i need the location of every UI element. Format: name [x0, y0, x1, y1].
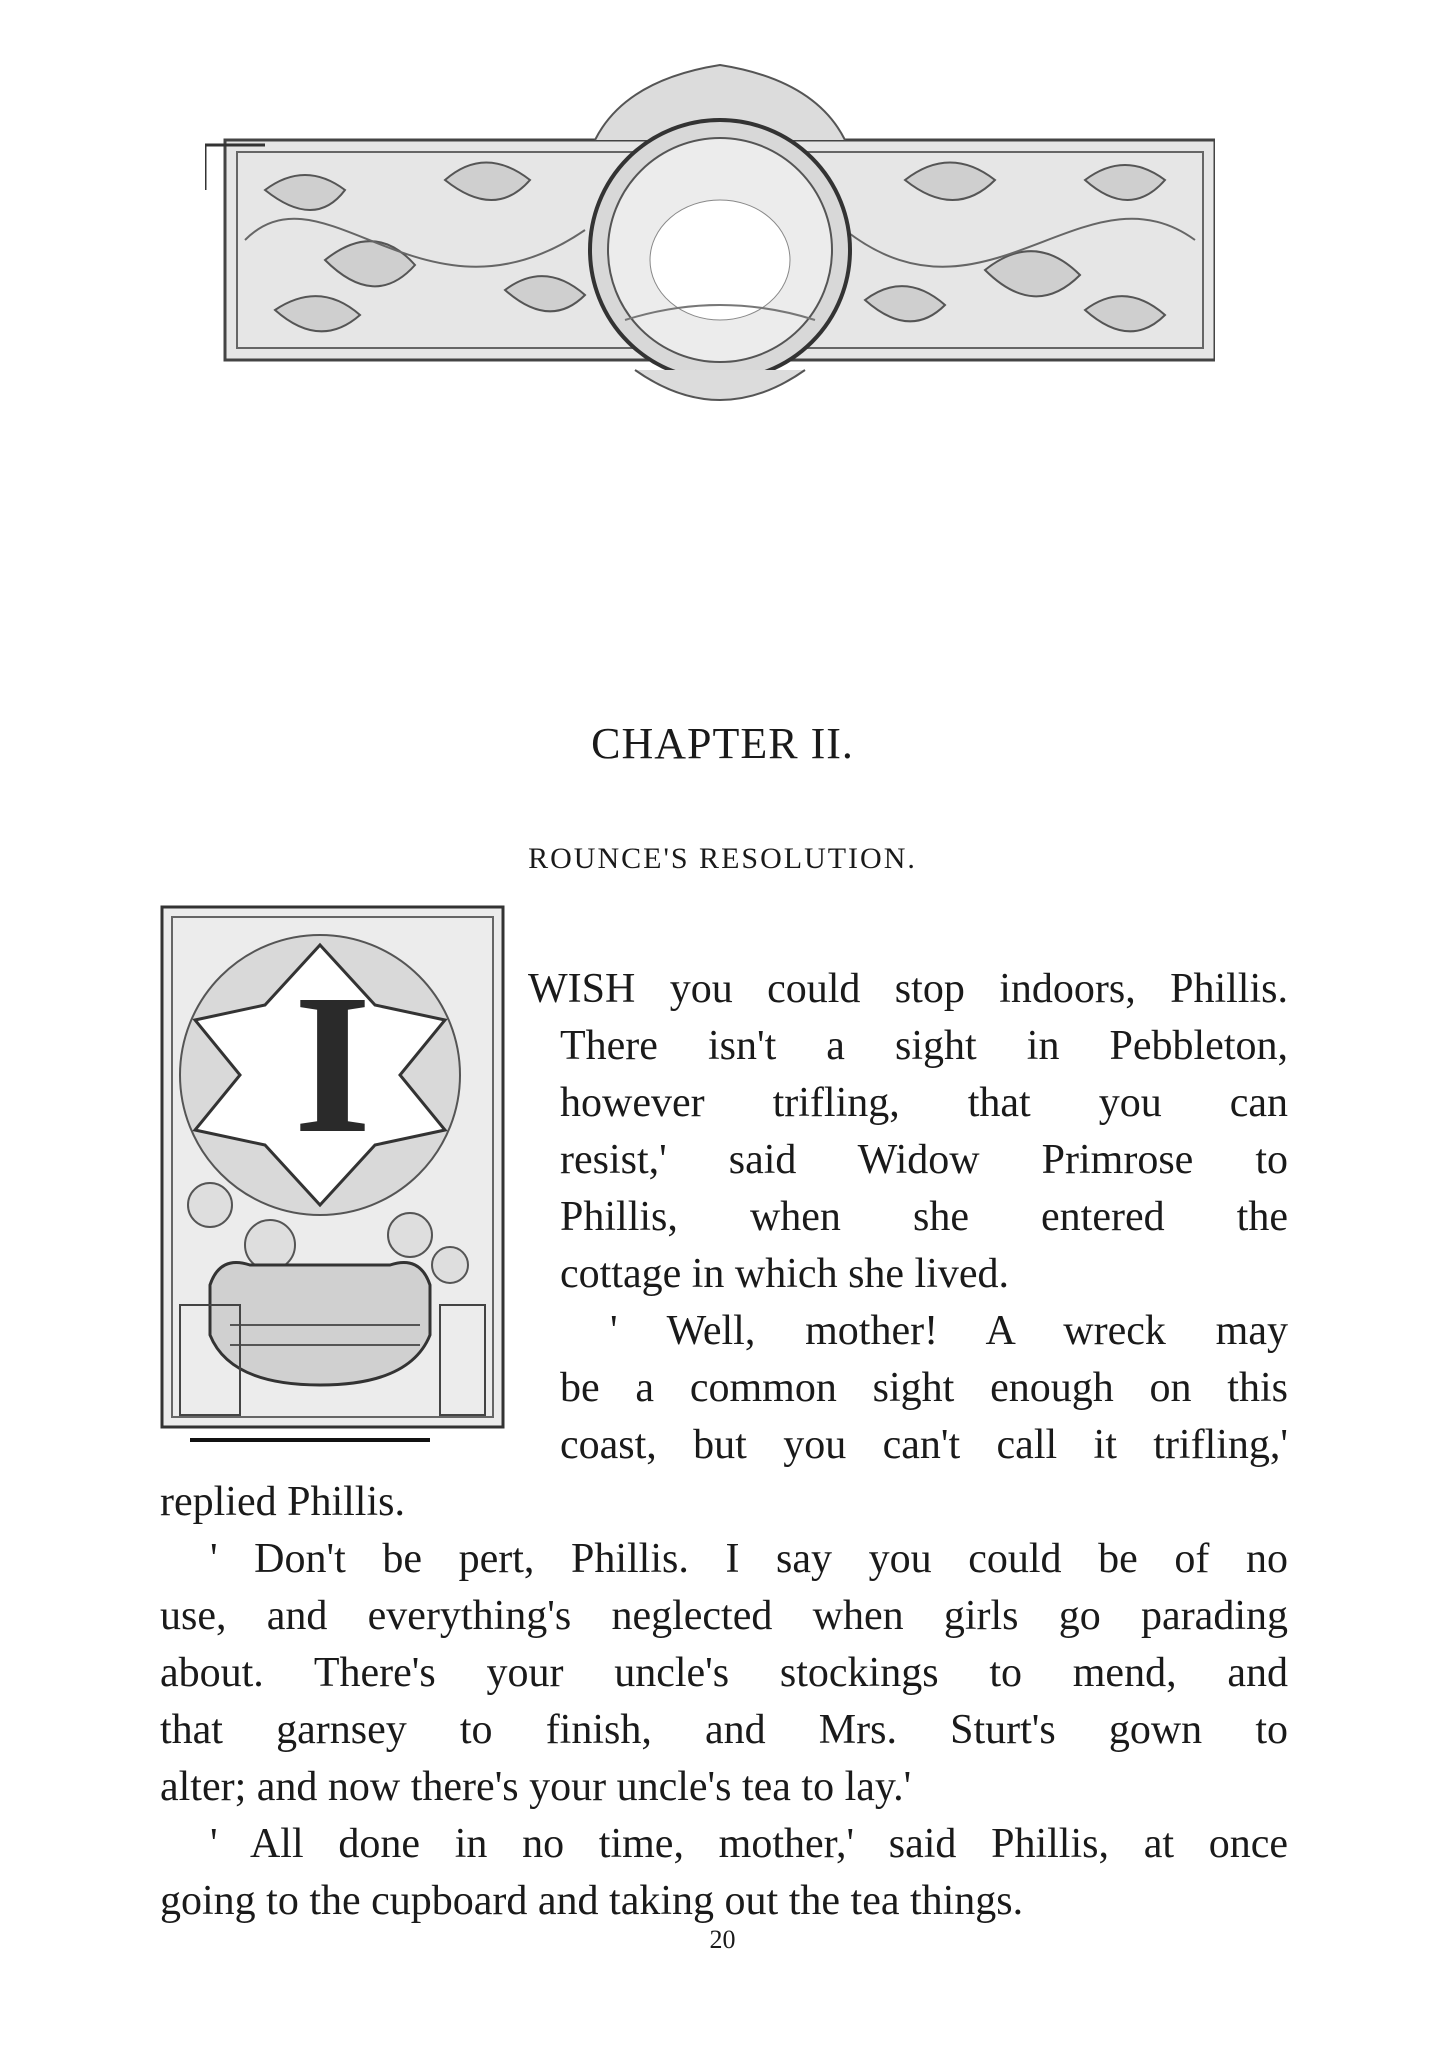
text-line-14: that garnsey to finish, and Mrs. Sturt's gown to: [160, 1707, 1288, 1753]
text-line-10: replied Phillis.: [160, 1479, 405, 1525]
text-line-1: WISH you could stop indoors, Phillis.: [528, 966, 1288, 1012]
text-line-3: however trifling, that you can: [560, 1080, 1288, 1126]
chapter-headpiece-ornament: [205, 60, 1215, 440]
text-line-7: ' Well, mother! A wreck may: [610, 1308, 1288, 1354]
text-line-12: use, and everything's neglected when girls go parading: [160, 1593, 1288, 1639]
text-line-5: Phillis, when she entered the: [560, 1194, 1288, 1240]
text-line-11: ' Don't be pert, Phillis. I say you could be of no: [210, 1536, 1288, 1582]
text-line-6: cottage in which she lived.: [560, 1251, 1010, 1297]
chapter-title: CHAPTER II.: [591, 719, 854, 768]
page-number: 20: [709, 1925, 736, 1954]
chapter-subtitle: ROUNCE'S RESOLUTION.: [528, 842, 917, 875]
text-line-17: going to the cupboard and taking out the tea things.: [160, 1878, 1024, 1924]
decorated-initial: [160, 905, 505, 1450]
text-line-4: resist,' said Widow Primrose to: [560, 1137, 1288, 1183]
drop-cap-letter: I: [293, 954, 372, 1175]
text-line-8: be a common sight enough on this: [560, 1365, 1288, 1411]
text-line-15: alter; and now there's your uncle's tea to lay.': [160, 1764, 912, 1810]
text-line-2: There isn't a sight in Pebbleton,: [560, 1023, 1288, 1069]
text-line-9: coast, but you can't call it trifling,': [560, 1422, 1288, 1468]
text-line-16: ' All done in no time, mother,' said Phillis, at once: [210, 1821, 1288, 1867]
text-line-13: about. There's your uncle's stockings to mend, and: [160, 1650, 1288, 1696]
